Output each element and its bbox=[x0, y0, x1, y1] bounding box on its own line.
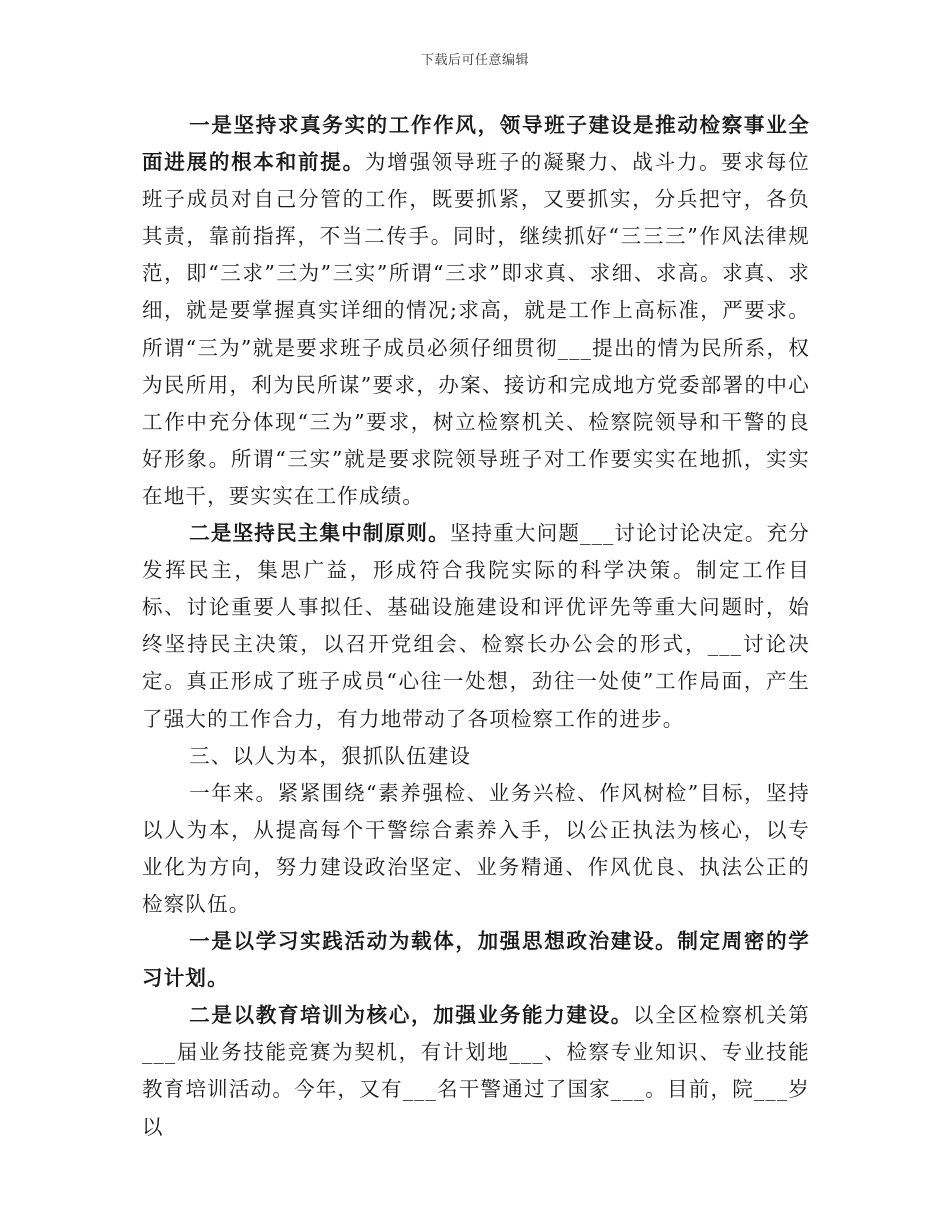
paragraph-text: 为增强领导班子的凝聚力、战斗力。要求每位班子成员对自己分管的工作，既要抓紧，又要抓实，分兵把守，各负其责，靠前指挥，不当二传手。同时，继续抓好“三三三”作风法律规范，即“三求”三为”三实”所谓“三求”即求真、求细、求高。求真、求细，就是要掌握真实详细的情况;求高，就是工作上高标准，严要求。所谓“三为”就是要求班子成员必须仔细贯彻___提出的情为民所系，权为民所用，利为民所谋”要求，办案、接访和完成地方党委部署的中心工作中充分体现“三为”要求，树立检察机关、检察院领导和干警的良好形象。所谓“三实”就是要求院领导班子对工作要实实在地抓，实实在地干，要实实在工作成绩。 bbox=[142, 150, 811, 508]
paragraph-text: 坚持重大问题___讨论讨论决定。充分发挥民主，集思广益，形成符合我院实际的科学决策。制定工作目标、讨论重要人事拟任、基础设施建设和评优评先等重大问题时，始终坚持民主决策，以召开党组会、检察长办公会的形式，___讨论决定。真正形成了班子成员“心往一处想，劲往一处使”工作局面，产生了强大的工作合力，有力地带动了各项检察工作的进步。 bbox=[142, 521, 810, 731]
section-heading-team-building bbox=[142, 738, 810, 775]
paragraph-democratic-centralism bbox=[142, 515, 810, 738]
paragraph-lead: 二是坚持民主集中制原则。 bbox=[189, 521, 450, 546]
page-header: 下载后可任意编辑 bbox=[420, 53, 529, 68]
paragraph-year-summary bbox=[142, 775, 810, 923]
paragraph-text: 一年来。紧紧围绕“素养强检、业务兴检、作风树检”目标，坚持以人为本，从提高每个干警综合素养入手，以公正执法为核心，以专业化为方向，努力建设政治坚定、业务精通、作风优良、执法公正的检察队伍。 bbox=[142, 780, 810, 916]
paragraph-text: 以全区检察机关第___届业务技能竞赛为契机，有计划地___、检察专业知识、专业技能教育培训活动。今年，又有___名干警通过了国家___。目前，院___岁以 bbox=[142, 1003, 811, 1139]
paragraph-political-study bbox=[142, 923, 810, 997]
paragraph-leadership-style bbox=[142, 107, 810, 515]
paragraph-text: 三、以人为本，狠抓队伍建设 bbox=[189, 743, 472, 768]
document-body bbox=[142, 107, 810, 1146]
paragraph-training bbox=[142, 997, 810, 1145]
paragraph-lead: 二是以教育培训为核心，加强业务能力建设。 bbox=[189, 1003, 633, 1028]
paragraph-lead: 一是坚持求真务实的工作作风，领导班子建设是推动检察事业全面进展的根本和前提。 bbox=[142, 113, 810, 175]
paragraph-lead: 一是以学习实践活动为载体，加强思想政治建设。制定周密的学习计划。 bbox=[142, 929, 810, 991]
